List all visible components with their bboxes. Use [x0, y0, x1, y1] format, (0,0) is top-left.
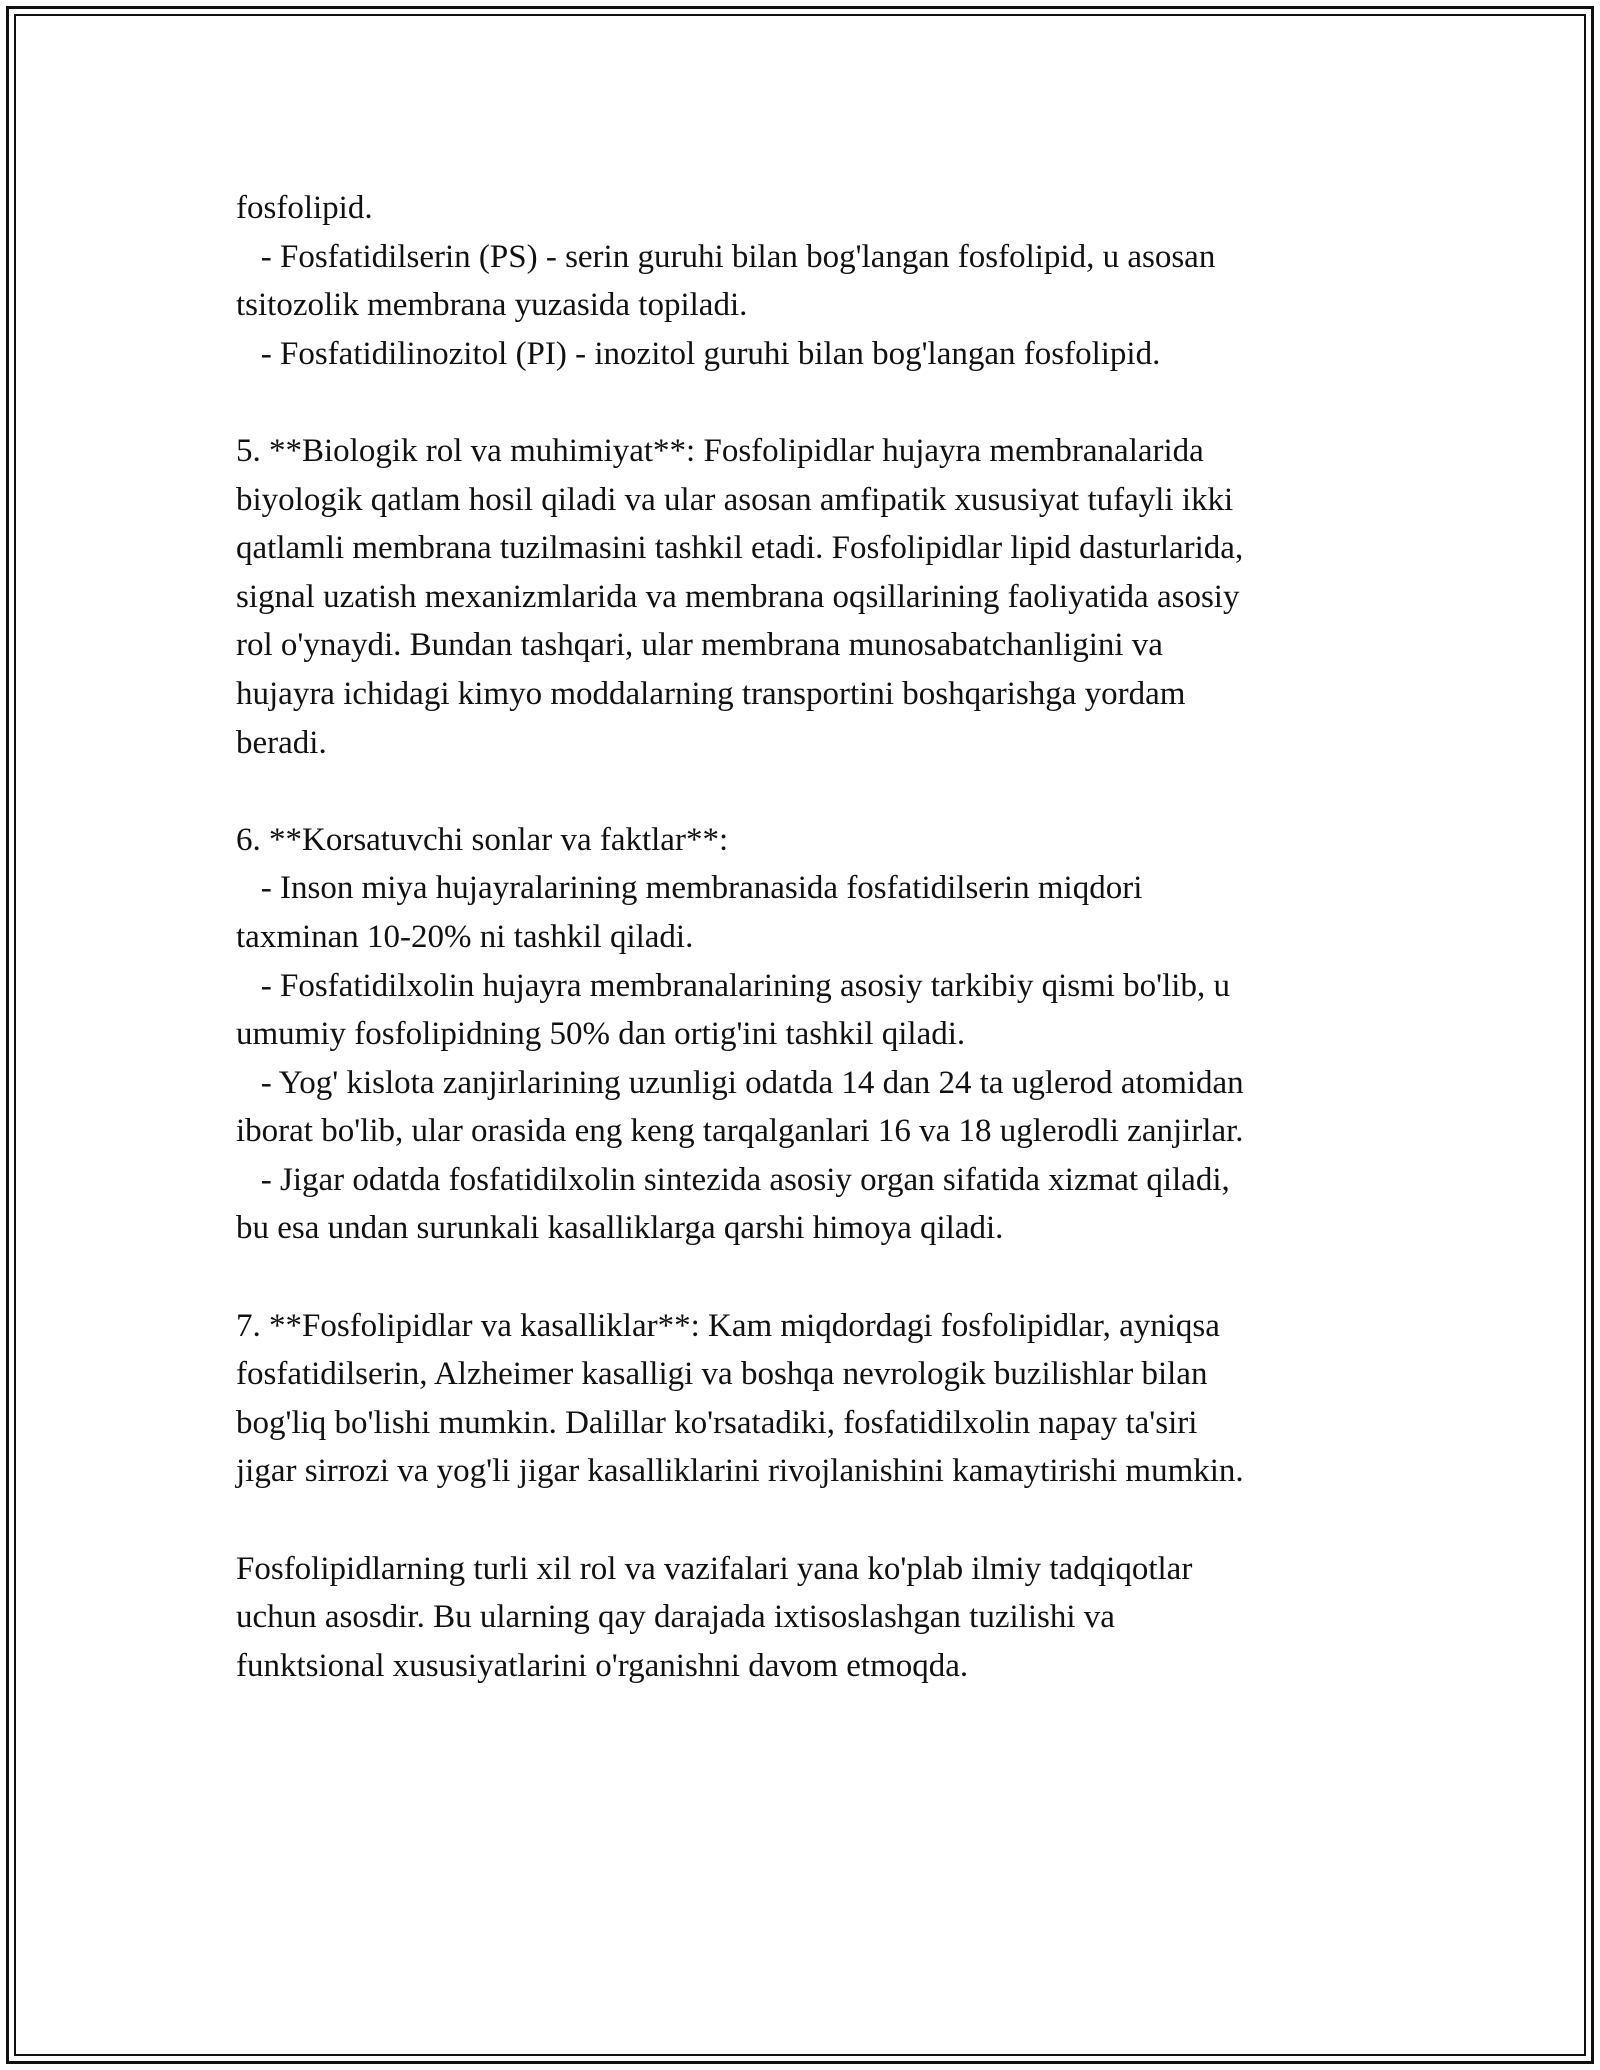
- text-line: rol o'ynaydi. Bundan tashqari, ular membrana munosabatchanligini va: [236, 627, 1163, 664]
- blank-line: [236, 1496, 1386, 1545]
- text-line: fosfatidilserin, Alzheimer kasalligi va boshqa nevrologik buzilishlar bilan: [236, 1356, 1208, 1393]
- text-line: uchun asosdir. Bu ularning qay darajada ixtisoslashgan tuzilishi va: [236, 1599, 1115, 1636]
- text-line: taxminan 10-20% ni tashkil qiladi.: [236, 918, 694, 955]
- text-line: - Inson miya hujayralarining membranasida fosfatidilserin miqdori: [236, 870, 1143, 907]
- text-line: signal uzatish mexanizmlarida va membrana oqsillarining faoliyatida asosiy: [236, 578, 1240, 615]
- text-line: - Yog' kislota zanjirlarining uzunligi odatda 14 dan 24 ta uglerod atomidan: [236, 1064, 1244, 1101]
- blank-line: [236, 767, 1386, 816]
- text-line: jigar sirrozi va yog'li jigar kasalliklarini rivojlanishini kamaytirishi mumkin.: [236, 1453, 1244, 1490]
- text-line: 6. **Korsatuvchi sonlar va faktlar**:: [236, 821, 729, 858]
- blank-line: [236, 1253, 1386, 1302]
- text-line: hujayra ichidagi kimyo moddalarning transportini boshqarishga yordam: [236, 675, 1186, 712]
- text-line: iborat bo'lib, ular orasida eng keng tarqalganlari 16 va 18 uglerodli zanjirlar.: [236, 1113, 1244, 1150]
- text-line: biyologik qatlam hosil qiladi va ular asosan amfipatik xususiyat tufayli ikki: [236, 481, 1234, 518]
- blank-line: [236, 378, 1386, 427]
- text-line: bu esa undan surunkali kasalliklarga qarshi himoya qiladi.: [236, 1210, 1004, 1247]
- text-line: fosfolipid.: [236, 190, 373, 226]
- document-body: [236, 184, 1386, 1690]
- text-line: qatlamli membrana tuzilmasini tashkil etadi. Fosfolipidlar lipid dasturlarida,: [236, 530, 1244, 567]
- text-line: tsitozolik membrana yuzasida topiladi.: [236, 287, 748, 324]
- text-line: - Jigar odatda fosfatidilxolin sintezida asosiy organ sifatida xizmat qiladi,: [236, 1161, 1230, 1198]
- text-line: - Fosfatidilserin (PS) - serin guruhi bilan bog'langan fosfolipid, u asosan: [236, 238, 1216, 275]
- text-line: Fosfolipidlarning turli xil rol va vazifalari yana ko'plab ilmiy tadqiqotlar: [236, 1550, 1193, 1587]
- text-line: bog'liq bo'lishi mumkin. Dalillar ko'rsatadiki, fosfatidilxolin napay ta'siri: [236, 1404, 1198, 1441]
- text-line: funktsional xususiyatlarini o'rganishni davom etmoqda.: [236, 1647, 969, 1684]
- text-line: 7. **Fosfolipidlar va kasalliklar**: Kam miqdordagi fosfolipidlar, ayniqsa: [236, 1307, 1220, 1344]
- text-line: umumiy fosfolipidning 50% dan ortig'ini tashkil qiladi.: [236, 1016, 966, 1053]
- text-line: - Fosfatidilinozitol (PI) - inozitol guruhi bilan bog'langan fosfolipid.: [236, 335, 1161, 372]
- text-line: 5. **Biologik rol va muhimiyat**: Fosfolipidlar hujayra membranalarida: [236, 432, 1204, 469]
- text-line: - Fosfatidilxolin hujayra membranalarining asosiy tarkibiy qismi bo'lib, u: [236, 967, 1230, 1004]
- text-line: beradi.: [236, 724, 327, 761]
